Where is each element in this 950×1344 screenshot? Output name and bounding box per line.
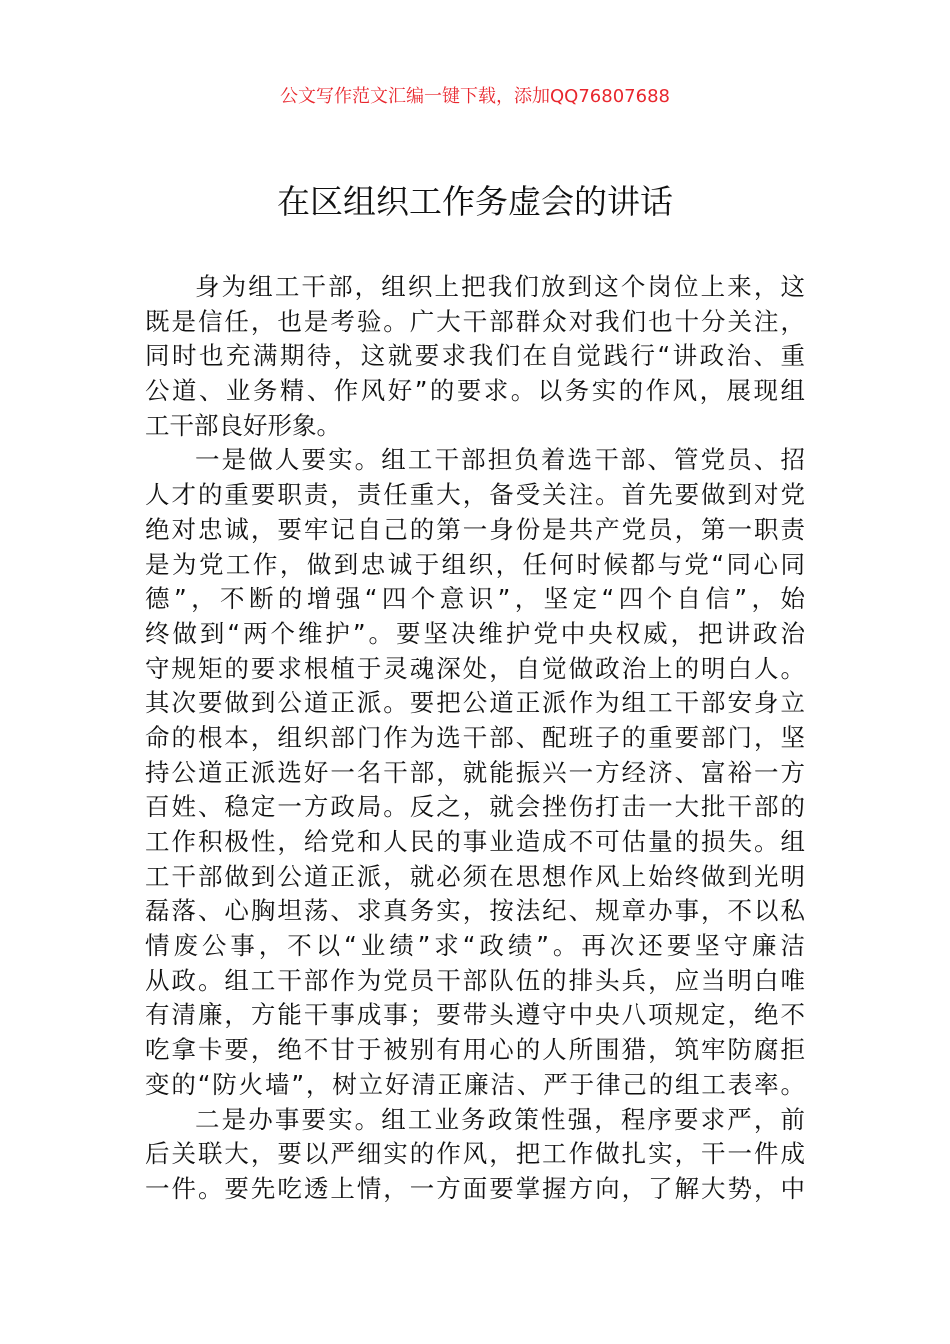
body-text-line: 吃拿卡要，绝不甘于被别有用心的人所围猎，筑牢防腐拒	[145, 1035, 805, 1065]
body-text-line: 工干部良好形象。	[145, 410, 341, 440]
body-text-line: 人才的重要职责，责任重大，备受关注。首先要做到对党	[145, 480, 805, 510]
body-text-line: 一件。要先吃透上情，一方面要掌握方向，了解大势，中	[145, 1173, 805, 1203]
body-text-line: 命的根本，组织部门作为选干部、配班子的重要部门，坚	[145, 722, 805, 752]
body-text-line: 守规矩的要求根植于灵魂深处，自觉做政治上的明白人。	[145, 653, 805, 683]
body-text-line: 后关联大，要以严细实的作风，把工作做扎实，干一件成	[145, 1139, 805, 1169]
body-text-line: 终做到“两个维护”。要坚决维护党中央权威，把讲政治	[145, 618, 805, 648]
body-text-line: 磊落、心胸坦荡、求真务实，按法纪、规章办事，不以私	[145, 896, 805, 926]
body-text-line: 既是信任，也是考验。广大干部群众对我们也十分关注，	[145, 306, 805, 336]
document-body	[145, 270, 805, 1207]
document-title: 在区组织工作务虚会的讲话	[277, 182, 673, 221]
body-text-line: 百姓、稳定一方政局。反之，就会挫伤打击一大批干部的	[145, 792, 805, 822]
body-text-line: 一是做人要实。组工干部担负着选干部、管党员、招	[195, 445, 805, 475]
body-text-line: 同时也充满期待，这就要求我们在自觉践行“讲政治、重	[145, 341, 805, 371]
body-text-line: 变的“防火墙”，树立好清正廉洁、严于律己的组工表率。	[145, 1069, 805, 1099]
body-text-line: 工干部做到公道正派，就必须在思想作风上始终做到光明	[145, 861, 805, 891]
watermark-header: 公文写作范文汇编一键下载，添加QQ76807688	[280, 86, 670, 107]
body-text-line: 二是办事要实。组工业务政策性强，程序要求严，前	[195, 1104, 805, 1134]
body-text-line: 从政。组工干部作为党员干部队伍的排头兵，应当明白唯	[145, 965, 805, 995]
body-text-line: 有清廉，方能干事成事；要带头遵守中央八项规定，绝不	[145, 1000, 805, 1030]
body-text-line: 情废公事，不以“业绩”求“政绩”。再次还要坚守廉洁	[145, 931, 805, 961]
body-text-line: 绝对忠诚，要牢记自己的第一身份是共产党员，第一职责	[145, 514, 805, 544]
body-text-line: 工作积极性，给党和人民的事业造成不可估量的损失。组	[145, 827, 805, 856]
body-text-line: 是为党工作，做到忠诚于组织，任何时候都与党“同心同	[145, 549, 805, 579]
body-text-line: 持公道正派选好一名干部，就能振兴一方经济、富裕一方	[145, 757, 805, 787]
body-text-line: 德”，不断的增强“四个意识”，坚定“四个自信”，始	[145, 584, 805, 614]
body-text-line: 公道、业务精、作风好”的要求。以务实的作风，展现组	[145, 376, 805, 406]
body-text-line: 身为组工干部，组织上把我们放到这个岗位上来，这	[195, 272, 805, 301]
body-text-line: 其次要做到公道正派。要把公道正派作为组工干部安身立	[145, 688, 805, 718]
